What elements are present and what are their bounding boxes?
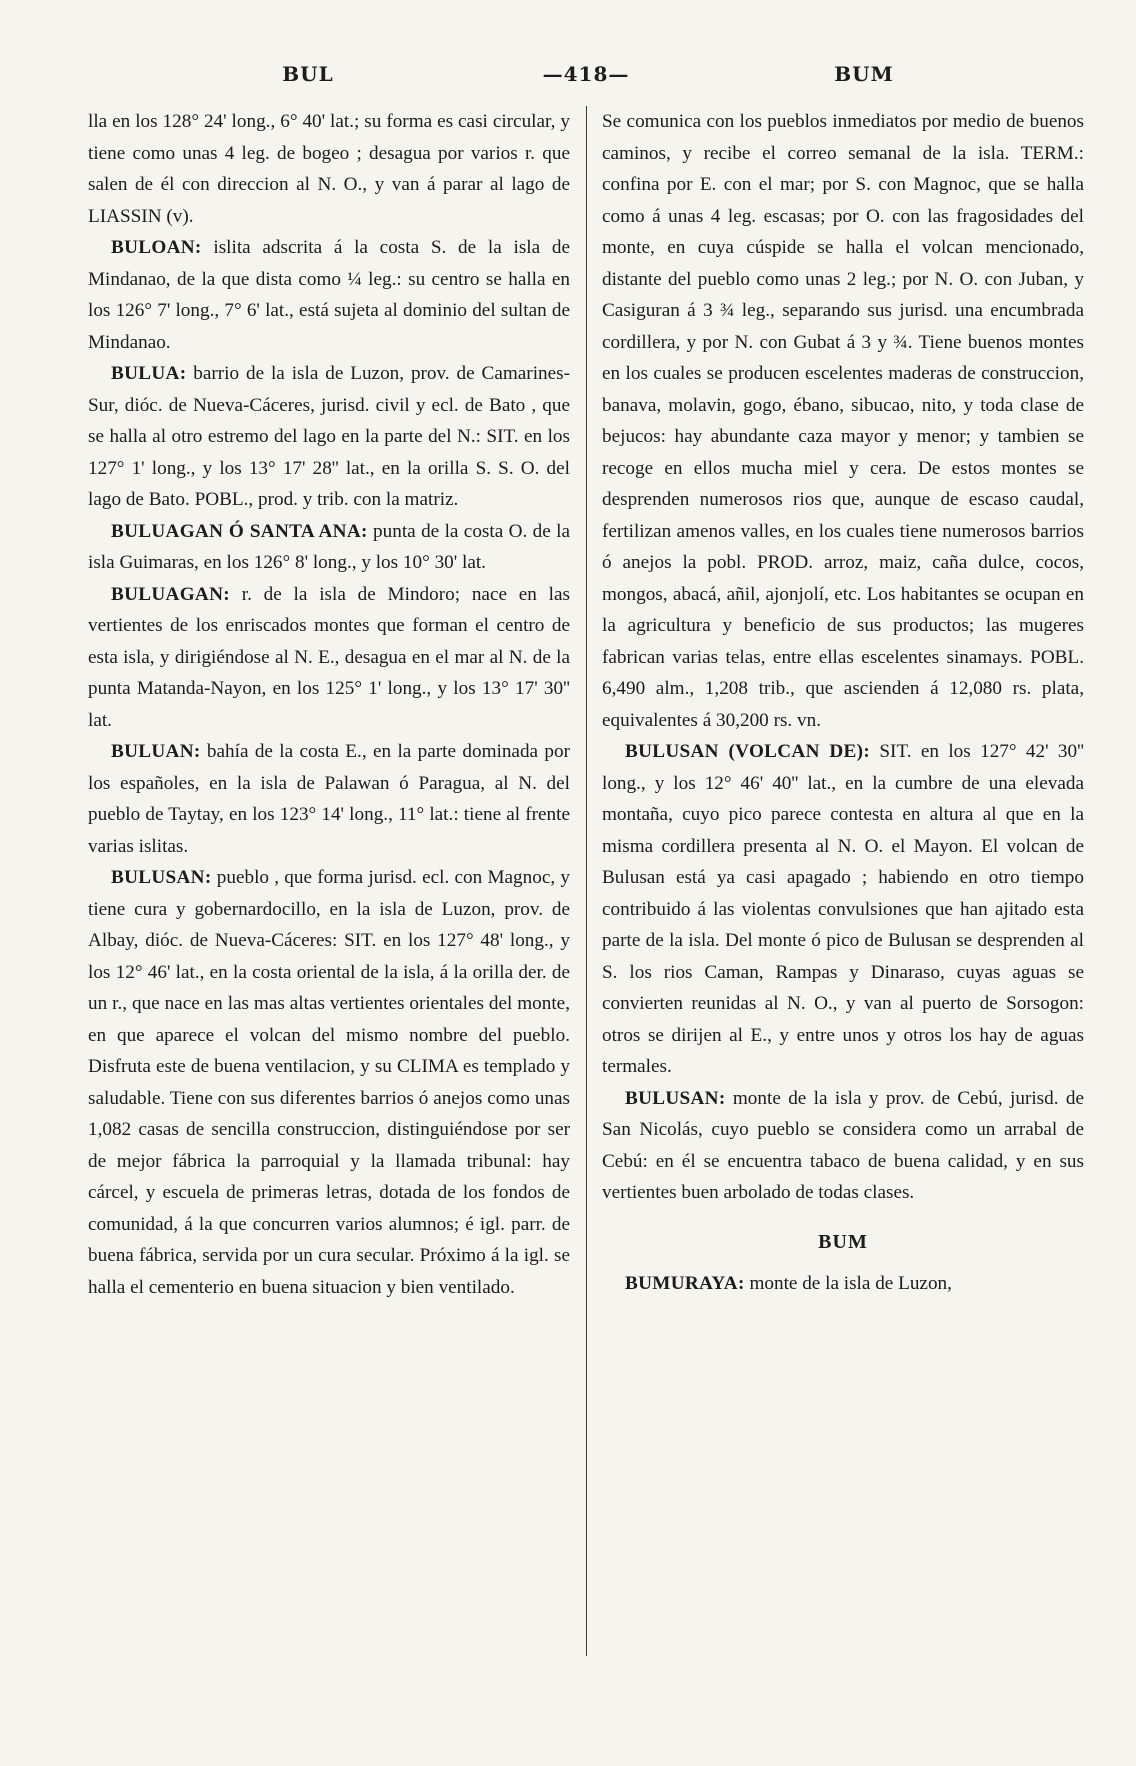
right-column bbox=[602, 106, 1084, 1726]
section-title: BUM bbox=[818, 1230, 868, 1253]
entry-paragraph: BULUSAN (VOLCAN DE): SIT. en los 127° 42' 30'' long., y los 12° 46' 40'' lat., en la cumbre de una elevada montaña, cuyo pico parece contesta en altura al que en la misma cordillera presenta al N. O. el Mayon. El volcan de Bulusan está ya casi apagado ; habiendo en otro tiempo contribuido á las violentas convulsiones que han ajitado esta parte de la isla. Del monte ó pico de Bulusan se desprenden al S. los rios Caman, Rampas y Dinaraso, cuyas aguas se convierten reunidas al N. O., y van al puerto de Sorsogon: otros se dirijen al E., y entre unos y otros los hay de aguas termales. bbox=[602, 741, 1085, 1077]
entry-headword: BULUAN: bbox=[111, 741, 201, 762]
entry-headword: BULUSAN: bbox=[111, 867, 212, 888]
entry-headword: BULOAN: bbox=[111, 237, 202, 258]
entry-paragraph: BUMURAYA: monte de la isla de Luzon, bbox=[625, 1273, 952, 1294]
entry-headword: BULUA: bbox=[111, 363, 187, 384]
entry-paragraph: Se comunica con los pueblos inmediatos por medio de buenos caminos, y recibe el correo semanal de la isla. TERM.: confina por E. con el mar; por S. con Magnoc, que se halla como á unas 4 leg. escasas; por O. con las fragosidades del monte, en cuya cúspide se halla el volcan mencionado, distante del pueblo como unas 2 leg.; por N. O. con Juban, y Casiguran á 3 ¾ leg., separando sus jurisd. una encumbrada cordillera, y por N. con Gubat á 3 y ¾. Tiene buenos montes en los cuales se producen escelentes maderas de construccion, banava, molavin, gogo, ébano, sibucao, nito, y toda clase de bejucos: hay abundante caza mayor y menor; y tambien se recoge en ellos mucha miel y cera. De estos montes se desprenden numerosos rios que, aunque de escaso caudal, fertilizan amenos valles, en los cuales tiene numerosos barrios ó anejos la pobl. PROD. arroz, maiz, caña dulce, cocos, mongos, abacá, añil, ajonjolí, etc. Los habitantes se ocupan en la agricultura y beneficio de sus productos; las mugeres fabrican varias telas, entre ellas escelentes sinamays. POBL. 6,490 alm., 1,208 trib., que ascienden á 12,080 rs. plata, equivalentes á 30,200 rs. vn. bbox=[602, 111, 1084, 731]
left-column bbox=[88, 106, 570, 1726]
running-header bbox=[88, 62, 1084, 102]
column-divider bbox=[586, 106, 587, 1656]
page-number: —418— bbox=[542, 62, 630, 86]
entry-paragraph: BULUAGAN: r. de la isla de Mindoro; nace en las vertientes de los enriscados montes que forman el centro de esta isla, y dirigiéndose al N. E., desagua en el mar al N. de la punta Matanda-Nayon, en los 125° 1' long., y los 13° 17' 30'' lat. bbox=[88, 583, 570, 731]
entry-paragraph: BULUA: barrio de la isla de Luzon, prov. de Camarines-Sur, dióc. de Nueva-Cáceres, jurisd. civil y ecl. de Bato , que se halla al otro estremo del lago en la parte del N.: SIT. en los 127° 1' long., y los 13° 17' 28'' lat., en la orilla S. S. O. del lago de Bato. POBL., prod. y trib. con la matriz. bbox=[88, 363, 570, 510]
entry-paragraph: BULUSAN: monte de la isla y prov. de Cebú, jurisd. de San Nicolás, cuyo pueblo se considera como un arrabal de Cebú: en él se encuentra tabaco de buena calidad, y en sus vertientes buen arbolado de todas clases. bbox=[602, 1087, 1084, 1203]
header-right: BUM bbox=[834, 62, 894, 86]
entry-headword: BULUAGAN: bbox=[111, 583, 230, 605]
entry-paragraph: BULUAGAN Ó SANTA ANA: punta de la costa O. de la isla Guimaras, en los 126° 8' long., y los 10° 30' lat. bbox=[88, 520, 570, 573]
entry-headword: BULUAGAN Ó SANTA ANA: bbox=[111, 520, 368, 542]
header-left: BUL bbox=[282, 62, 334, 86]
text-columns bbox=[88, 106, 1084, 1726]
entry-paragraph: BULUAN: bahía de la costa E., en la parte dominada por los españoles, en la isla de Palawan ó Paragua, al N. del pueblo de Taytay, en los 123° 14' long., 11° lat.: tiene al frente varias islitas. bbox=[88, 741, 570, 857]
entry-headword: BUMURAYA: bbox=[625, 1273, 745, 1294]
entry-headword: BULUSAN (VOLCAN DE): bbox=[625, 741, 871, 762]
entry-paragraph: BULOAN: islita adscrita á la costa S. de la isla de Mindanao, de la que dista como ¼ leg.: su centro se halla en los 126° 7' long., 7° 6' lat., está sujeta al dominio del sultan de Mindanao. bbox=[88, 237, 570, 353]
entry-paragraph: lla en los 128° 24' long., 6° 40' lat.; su forma es casi circular, y tiene como unas 4 leg. de bogeo ; desagua por varios r. que salen de él con direccion al N. O., y van á parar al lago de LIASSIN (v). bbox=[88, 111, 570, 227]
entry-paragraph: BULUSAN: pueblo , que forma jurisd. ecl. con Magnoc, y tiene cura y gobernardocillo, en la isla de Luzon, prov. de Albay, dióc. de Nueva-Cáceres: SIT. en los 127° 48' long., y los 12° 46' lat., en la costa oriental de la isla, á la orilla der. de un r., que nace en las mas altas vertientes orientales del monte, en que aparece el volcan del mismo nombre del pueblo. Disfruta este de buena ventilacion, y su CLIMA es templado y saludable. Tiene con sus diferentes barrios ó anejos como unas 1,082 casas de sencilla construccion, distinguiéndose por ser de mejor fábrica la parroquial y la llamada tribunal: hay cárcel, y escuela de primeras letras, dotada de los fondos de comunidad, á la que concurren varios alumnos; é igl. parr. de buena fábrica, servida por un cura secular. Próximo á la igl. se halla el cementerio en buena situacion y bien ventilado. bbox=[88, 867, 570, 1298]
entry-headword: BULUSAN: bbox=[625, 1087, 726, 1109]
